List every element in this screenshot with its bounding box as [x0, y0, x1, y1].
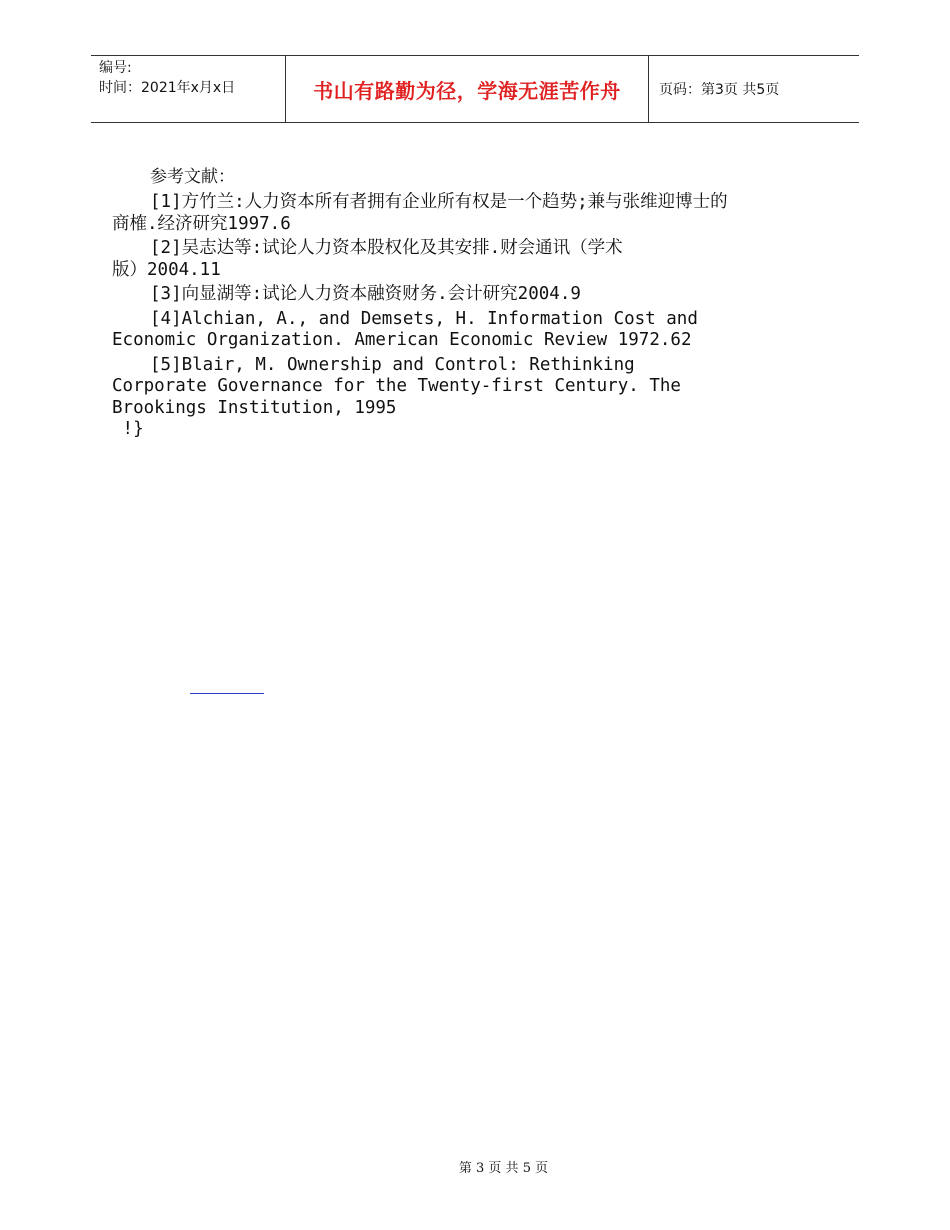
motto: 书山有路勤为径，学海无涯苦作舟: [286, 56, 649, 122]
hyperlink-underline[interactable]: [190, 693, 264, 694]
trailing-text: !}: [112, 419, 144, 439]
header-table: [91, 55, 859, 123]
number-label: 编号:: [99, 60, 132, 76]
reference-line: [4]Alchian, A., and Demsets, H. Information Cost and: [150, 308, 698, 329]
references-section: [112, 165, 772, 441]
reference-line: 版）2004.11: [112, 259, 221, 280]
reference-item: [112, 309, 772, 352]
reference-line: [3]向显湖等:试论人力资本融资财务.会计研究2004.9: [150, 284, 581, 304]
reference-item: [112, 355, 772, 420]
header-left-cell: [91, 56, 286, 122]
reference-line: [2]吴志达等:试论人力资本股权化及其安排.财会通讯（学术: [150, 238, 623, 258]
reference-item: [112, 192, 772, 235]
reference-item: [112, 238, 772, 281]
reference-line: 商榷.经济研究1997.6: [112, 213, 291, 234]
reference-line: [1]方竹兰:人力资本所有者拥有企业所有权是一个趋势;兼与张维迎博士的: [150, 192, 728, 212]
references-heading: 参考文献：: [150, 167, 235, 187]
time-label: 时间：2021年x月x日: [99, 80, 236, 96]
reference-line: Brookings Institution, 1995: [112, 397, 397, 418]
page-footer: 第 3 页 共 5 页: [458, 1161, 549, 1176]
reference-item: [112, 284, 772, 306]
page-info: 页码：第3页 共5页: [659, 82, 780, 98]
reference-line: Economic Organization. American Economic Review 1972.62: [112, 330, 692, 350]
reference-line: Corporate Governance for the Twenty-first Century. The: [112, 376, 681, 396]
reference-line: [5]Blair, M. Ownership and Control: Rethinking: [150, 354, 635, 375]
